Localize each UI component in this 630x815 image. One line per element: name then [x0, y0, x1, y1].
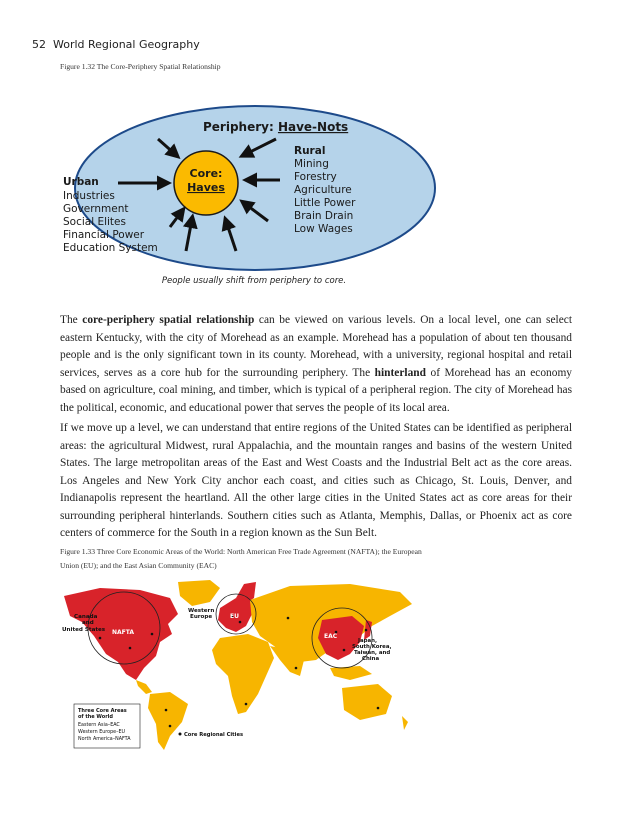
core-cities-label: Core Regional Cities — [184, 732, 244, 738]
urban-item: Social Elites — [63, 216, 126, 228]
rural-item: Forestry — [294, 171, 337, 183]
world-map — [60, 576, 420, 752]
book-title: World Regional Geography — [53, 38, 200, 51]
paragraph-1: The core-periphery spatial relationship can be viewed on various levels. On a local level, one can select eastern Kentucky, with the city of Morehead as an example. Morehead has a population of about ten thousand people and is the only significant town in its county. Morehead, with a university, regional hospital and retail services, serves as a core hub for the surrounding periphery. The hinterland of Morehead has an economy based on agriculture, coal mining, and timber, which is typical of a peripheral region. The city of Morehead has the political, economic, and educational power that serves the people of its local area. — [60, 314, 572, 414]
label-japan: Japan, — [358, 638, 378, 644]
paragraph-2: If we move up a level, we can understand that entire regions of the United States can be identified as peripheral areas: the agricultural Midwest, rural Appalachia, and the mountain ranges and basins of the western United States. The large metropolitan areas of the East and West Coasts and the Industrial Belt act as the core areas. Los Angeles and New York City anchor each coast, and cities such as Chicago, St. Louis, Denver, and Indianapolis represent the heartland. All the other large cities in the United States act as core areas for their surrounding peripheral hinterlands. Southern cities such as Atlanta, Memphis, Dallas, or Phoenix act as core centers of commerce for the South in a region known as the Sun Belt. — [60, 422, 572, 539]
core-label-line2: Haves — [187, 181, 225, 194]
label-taiwan: Taiwan, and — [354, 650, 391, 656]
label-nafta: NAFTA — [112, 629, 135, 636]
label-canada: Canada — [74, 614, 98, 620]
periphery-title: Periphery: Have-Nots — [203, 120, 349, 134]
rural-item: Agriculture — [294, 184, 352, 196]
term-core-periphery: core-periphery spatial relationship — [82, 314, 255, 326]
urban-item: Government — [63, 203, 129, 215]
figure-caption-2-line1: Figure 1.33 Three Core Economic Areas of the World: North American Free Trade Agreement (NAFTA); the European — [60, 547, 422, 556]
label-united-states: United States — [62, 627, 106, 633]
label-eu: EU — [230, 613, 239, 620]
figure-caption-2-line2: Union (EU); and the East Asian Community (EAC) — [60, 561, 217, 570]
urban-item: Industries — [63, 190, 115, 202]
label-western: Western — [188, 608, 215, 614]
rural-item: Low Wages — [294, 223, 353, 235]
urban-item: Education System — [63, 242, 158, 254]
page-header — [32, 38, 200, 51]
core-label-line1: Core: — [189, 167, 223, 180]
urban-item: Financial Power — [63, 229, 145, 241]
label-canada-and: and — [82, 620, 94, 626]
urban-title: Urban — [63, 176, 99, 188]
legend-title-line2: of the World — [78, 714, 113, 720]
legend-item: North America–NAFTA — [78, 737, 131, 742]
legend-title-line1: Three Core Areas — [78, 708, 127, 714]
rural-item: Brain Drain — [294, 210, 354, 222]
page-number: 52 — [32, 38, 46, 51]
label-europe: Europe — [190, 614, 213, 620]
rural-title: Rural — [294, 145, 326, 157]
label-china: China — [362, 656, 380, 662]
rural-item: Little Power — [294, 197, 356, 209]
figure-caption-1: Figure 1.32 The Core-Periphery Spatial Relationship — [60, 62, 221, 71]
legend-item: Western Europe–EU — [78, 730, 126, 735]
diagram-note: People usually shift from periphery to core. — [161, 276, 347, 286]
rural-item: Mining — [294, 158, 329, 170]
label-eac: EAC — [324, 633, 338, 640]
label-south-korea: South Korea, — [352, 644, 392, 650]
term-hinterland: hinterland — [374, 366, 426, 379]
core-periphery-diagram — [58, 103, 458, 293]
core-city-legend-dot — [179, 733, 182, 736]
legend-item: Eastern Asia–EAC — [78, 723, 120, 728]
